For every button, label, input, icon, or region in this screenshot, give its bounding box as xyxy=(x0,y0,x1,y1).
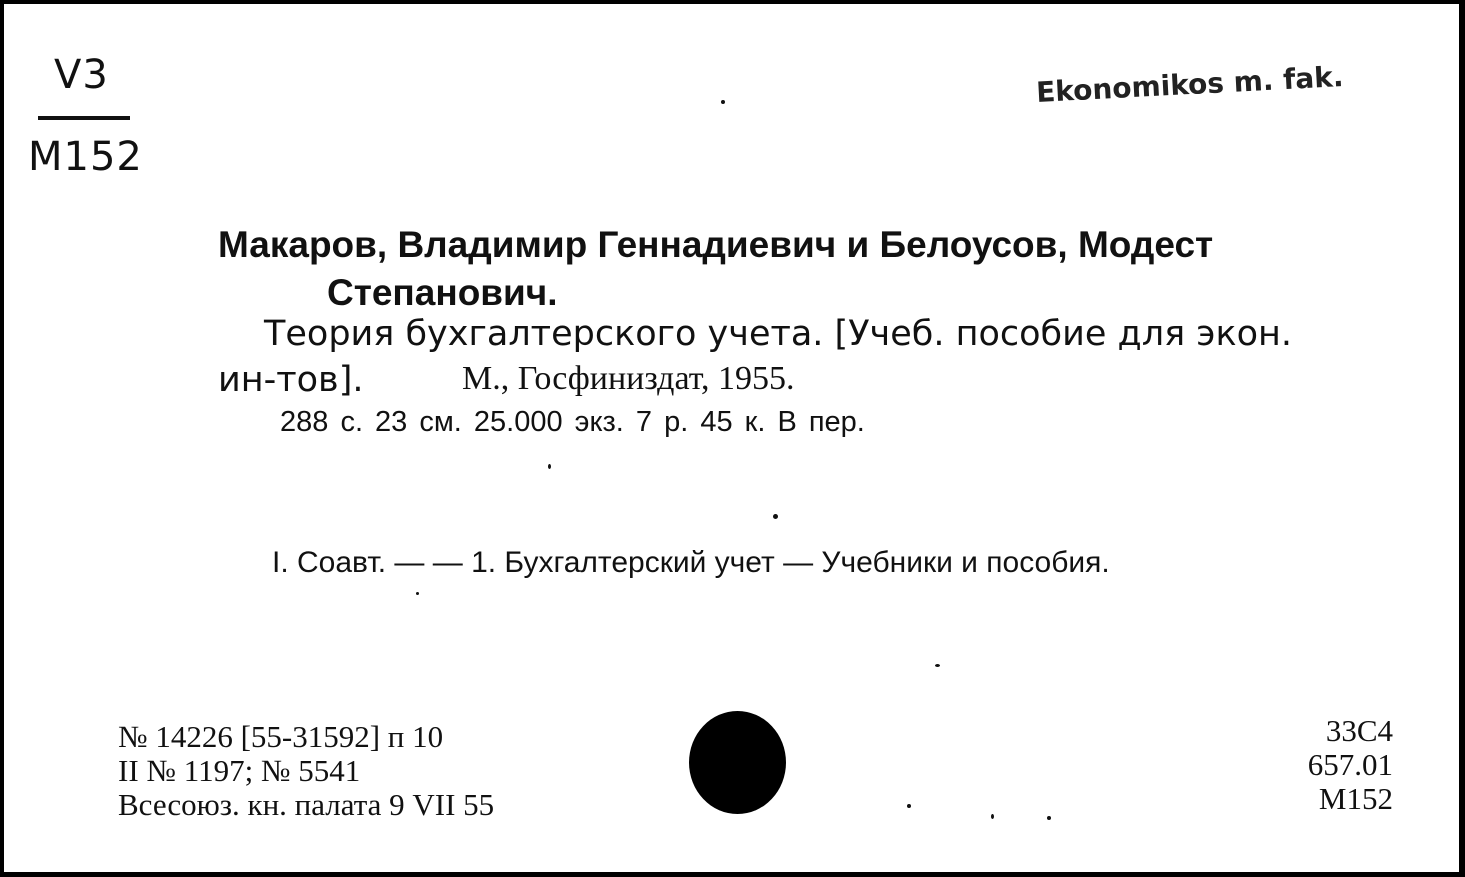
shelfmark-class: V3 xyxy=(54,52,109,98)
card-reference: II № 1197; № 5541 xyxy=(118,753,361,788)
shelfmark-divider xyxy=(38,116,130,120)
catalog-card xyxy=(4,4,1459,872)
authors-heading-cont: Степанович. xyxy=(327,272,558,313)
speck xyxy=(991,814,994,819)
imprint: М., Госфиниздат, 1955. xyxy=(462,360,795,397)
udc-code: 657.01 xyxy=(1307,747,1393,782)
shelfmark-author-mark: M152 xyxy=(28,134,143,180)
issuing-chamber: Всесоюз. кн. палата 9 VII 55 xyxy=(118,787,495,822)
speck xyxy=(1047,816,1051,820)
tracings: I. Соавт. — — 1. Бухгалтерский учет — Учебники и пособия. xyxy=(272,546,1110,579)
authors-heading: Макаров, Владимир Геннадиевич и Белоусов, Модест xyxy=(218,224,1214,265)
speck xyxy=(548,464,551,469)
title-statement-cont: ин-тов]. xyxy=(218,360,364,400)
speck xyxy=(907,804,911,808)
speck xyxy=(935,664,940,667)
card-punch-hole xyxy=(689,711,786,814)
author-mark: М152 xyxy=(1318,781,1393,816)
classification-code: 33С4 xyxy=(1325,713,1393,748)
speck xyxy=(416,592,419,595)
title-statement: Теория бухгалтерского учета. [Учеб. пособие для экон. xyxy=(264,314,1293,354)
speck xyxy=(773,514,778,519)
library-stamp: Ekonomikos m. fak. xyxy=(1035,59,1345,110)
card-number: № 14226 [55-31592] п 10 xyxy=(118,719,444,754)
collation: 288 с. 23 см. 25.000 экз. 7 р. 45 к. В пер. xyxy=(280,406,865,438)
speck xyxy=(721,100,725,104)
